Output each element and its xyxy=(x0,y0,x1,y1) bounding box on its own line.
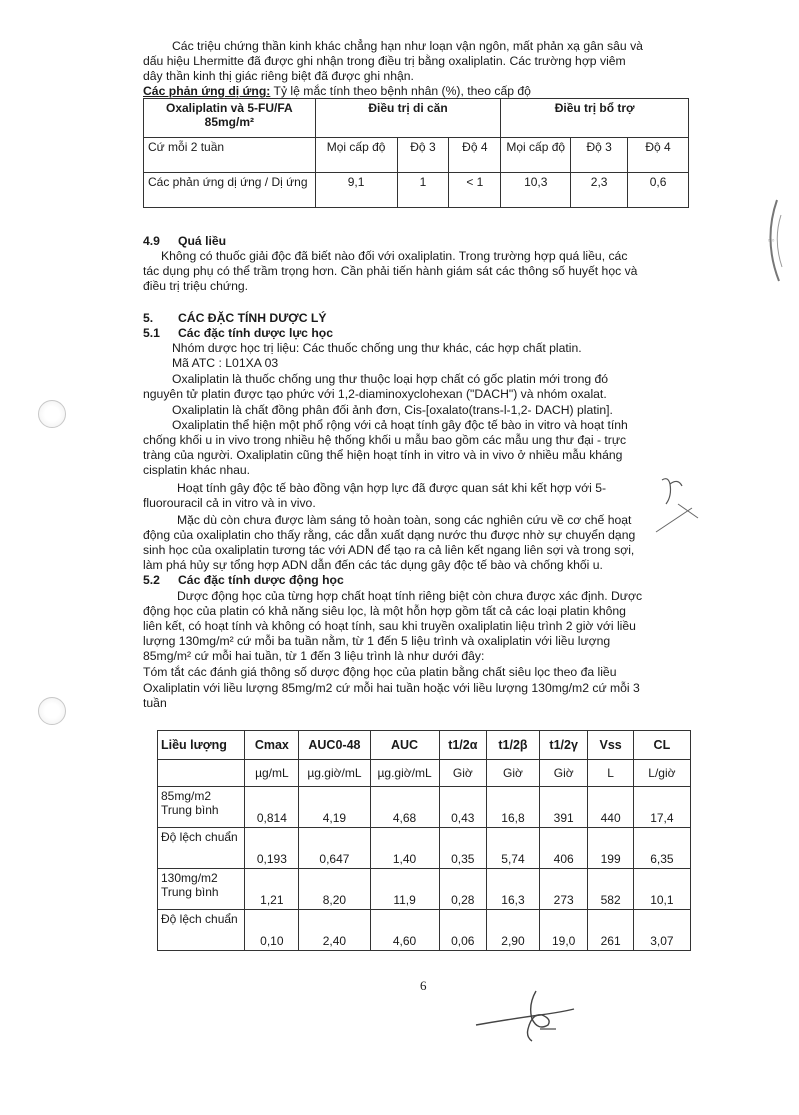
punch-hole-top xyxy=(38,400,66,428)
table-row xyxy=(158,828,691,869)
table2-value-cell: 0,193 xyxy=(245,828,299,869)
table2-header-cell: t1/2γ xyxy=(539,731,588,760)
table2-row-label: 85mg/m2 Trung bình xyxy=(158,787,245,828)
pharmacokinetics-table xyxy=(157,730,691,951)
section-title: Các đặc tính dược lực học xyxy=(178,326,333,340)
table2-value-cell: 17,4 xyxy=(633,787,690,828)
table2-header-cell: t1/2α xyxy=(439,731,486,760)
table2-value-cell: 261 xyxy=(588,910,633,951)
svg-text:◦◦: ◦◦ xyxy=(767,237,776,245)
table2-value-cell: 16,8 xyxy=(487,787,540,828)
table2-unit-cell: Giờ xyxy=(439,760,486,787)
paragraph-line: Nhóm dược học trị liệu: Các thuốc chống ung thư khác, các hợp chất platin. xyxy=(172,341,582,355)
table1-cell: Độ 4 xyxy=(628,138,689,173)
table2-value-cell: 3,07 xyxy=(633,910,690,951)
table2-value-cell: 0,10 xyxy=(245,910,299,951)
paragraph-line: Mã ATC : L01XA 03 xyxy=(172,356,279,370)
table2-unit-cell: L xyxy=(588,760,633,787)
table1-header-adjuvant: Điều trị bổ trợ xyxy=(501,99,689,138)
table2-value-cell: 440 xyxy=(588,787,633,828)
paragraph-line: fluorouracil cả in vitro và in vivo. xyxy=(143,496,316,510)
allergy-heading xyxy=(143,84,531,99)
table2-header-cell: Liều lượng xyxy=(158,731,245,760)
allergy-heading-text: Tỷ lệ mắc tính theo bệnh nhân (%), theo cấp độ xyxy=(270,84,531,98)
table1-header-drug: Oxaliplatin và 5-FU/FA 85mg/m² xyxy=(144,99,316,138)
table2-row-label: Độ lệch chuẩn xyxy=(158,828,245,869)
paragraph-line: tràng của người. Oxaliplatin cũng thể hiện hoạt tính in vitro và in vivo ở nhiều mẫu kháng xyxy=(143,448,623,462)
table1-cell: 0,6 xyxy=(628,173,689,208)
table1-cell: 2,3 xyxy=(571,173,628,208)
paragraph-line: Oxaliplatin là chất đồng phân đối ảnh đơn, Cis-[oxalato(trans-l-1,2- DACH) platin]. xyxy=(172,403,613,417)
paragraph-line: chống khối u in vivo trong nhiều hệ thống khối u mẫu bao gồm các mẫu ung thư đại - trực xyxy=(143,433,627,447)
table2-row-label: Độ lệch chuẩn xyxy=(158,910,245,951)
paragraph-line: động học của platin có khả năng siêu lọc, là một hỗn hợp gồm tất cả các loại platin không xyxy=(143,604,626,618)
table2-value-cell: 0,43 xyxy=(439,787,486,828)
paragraph-line: điều trị triệu chứng. xyxy=(143,279,249,293)
table2-unit-cell: Giờ xyxy=(487,760,540,787)
paragraph-line: dấu hiệu Lhermitte đã được ghi nhận trong điều trị bằng oxaliplatin. Các trường hợp viêm xyxy=(143,54,626,68)
section-title: Các đặc tính dược động học xyxy=(178,573,344,587)
table1-cell: 1 xyxy=(397,173,449,208)
paragraph-line: Oxaliplatin là thuốc chống ung thư thuộc loại hợp chất có gốc platin mới trong đó xyxy=(172,372,609,386)
paragraph-line: động của oxaliplatin cho thấy rằng, các dẫn xuất dạng nước thu được nhờ sự chuyển dạng xyxy=(143,528,636,542)
table2-value-cell: 406 xyxy=(539,828,588,869)
allergy-table xyxy=(143,98,689,208)
table2-row-label: 130mg/m2 Trung bình xyxy=(158,869,245,910)
paragraph-line: Oxaliplatin thể hiện một phổ rộng với cả hoạt tính gây độc tế bào in vitro và hoạt tính xyxy=(172,418,628,432)
table2-value-cell: 199 xyxy=(588,828,633,869)
table2-value-cell: 0,06 xyxy=(439,910,486,951)
paragraph-line: Dược động học của từng hợp chất hoạt tính riêng biệt còn chưa được xác định. Dược xyxy=(177,589,643,603)
paragraph-line: lượng 130mg/m² cứ mỗi ba tuần nằm, từ 1 đến 5 liệu trình và oxaliplatin với liều lượng xyxy=(143,634,611,648)
paragraph-line: nguyên tử platin được tạo phức với 1,2-diaminoxyclohexan ("DACH") và nhóm oxalat. xyxy=(143,387,607,401)
table1-cell: Cứ mỗi 2 tuần xyxy=(144,138,316,173)
handwritten-mark xyxy=(648,474,700,544)
table2-value-cell: 0,814 xyxy=(245,787,299,828)
section-title: CÁC ĐẶC TÍNH DƯỢC LÝ xyxy=(178,311,327,325)
table2-value-cell: 1,21 xyxy=(245,869,299,910)
allergy-heading-label: Các phản ứng dị ứng: xyxy=(143,84,271,98)
table2-header-cell: Cmax xyxy=(245,731,299,760)
table2-header-cell: t1/2β xyxy=(487,731,540,760)
table2-header-cell: AUC xyxy=(370,731,439,760)
paragraph-line: Oxaliplatin với liều lượng 85mg/m2 cứ mỗi hai tuần hoặc với liều lượng 130mg/m2 cứ mỗi 3 xyxy=(143,681,640,695)
paragraph-line: cisplatin khác nhau. xyxy=(143,463,251,477)
table2-header-cell: Vss xyxy=(588,731,633,760)
table1-cell: < 1 xyxy=(449,173,501,208)
table2-unit-cell: µg/mL xyxy=(245,760,299,787)
table2-value-cell: 19,0 xyxy=(539,910,588,951)
section-number: 5.2 xyxy=(143,573,160,587)
table2-unit-cell: µg.giờ/mL xyxy=(299,760,370,787)
table2-unit-cell: µg.giờ/mL xyxy=(370,760,439,787)
table2-unit-cell xyxy=(158,760,245,787)
table2-value-cell: 10,1 xyxy=(633,869,690,910)
table2-value-cell: 2,90 xyxy=(487,910,540,951)
table1-header-metastatic: Điều trị di căn xyxy=(315,99,501,138)
section-title: Quá liều xyxy=(178,234,227,248)
punch-hole-bottom xyxy=(38,697,66,725)
table2-unit-cell: Giờ xyxy=(539,760,588,787)
table2-value-cell: 5,74 xyxy=(487,828,540,869)
paragraph-line: Mặc dù còn chưa được làm sáng tỏ hoàn toàn, song các nghiên cứu về cơ chế hoạt xyxy=(177,513,632,527)
table2-value-cell: 0,647 xyxy=(299,828,370,869)
table2-header-cell: AUC0-48 xyxy=(299,731,370,760)
table1-cell: 9,1 xyxy=(315,173,397,208)
table2-value-cell: 1,40 xyxy=(370,828,439,869)
paragraph-line: tác dụng phụ có thể trầm trọng hơn. Cần phải tiến hành giám sát các thông số huyết học và xyxy=(143,264,638,278)
section-number: 4.9 xyxy=(143,234,160,248)
table2-value-cell: 273 xyxy=(539,869,588,910)
table2-value-cell: 8,20 xyxy=(299,869,370,910)
table2-value-cell: 0,28 xyxy=(439,869,486,910)
table2-value-cell: 0,35 xyxy=(439,828,486,869)
table2-header-cell: CL xyxy=(633,731,690,760)
table-row xyxy=(158,910,691,951)
table2-value-cell: 11,9 xyxy=(370,869,439,910)
table1-cell: Mọi cấp độ xyxy=(501,138,571,173)
paragraph-line: Không có thuốc giải độc đã biết nào đối với oxaliplatin. Trong trường hợp quá liều, các xyxy=(161,249,628,263)
table2-unit-cell: L/giờ xyxy=(633,760,690,787)
paragraph-line: làm phá hủy sự tổng hợp ADN dẫn đến các tác dụng gây độc tế bào và chống khối u. xyxy=(143,558,603,572)
paragraph-line: Các triệu chứng thần kinh khác chẳng hạn như loạn vận ngôn, mất phản xạ gân sâu và xyxy=(172,39,643,53)
paragraph-line: dây thần kinh thị giác riêng biệt đã được ghi nhận. xyxy=(143,69,414,83)
table1-cell: Độ 3 xyxy=(397,138,449,173)
table-row xyxy=(158,869,691,910)
paragraph-line: tuần xyxy=(143,696,167,710)
table2-value-cell: 2,40 xyxy=(299,910,370,951)
table1-cell: 10,3 xyxy=(501,173,571,208)
section-number: 5.1 xyxy=(143,326,160,340)
table-row xyxy=(158,787,691,828)
paragraph-line: liên kết, có hoạt tính và không có hoạt tính, sau khi truyền oxaliplatin liệu trình 2 giờ với liều xyxy=(143,619,636,633)
table2-value-cell: 4,60 xyxy=(370,910,439,951)
table2-value-cell: 582 xyxy=(588,869,633,910)
paragraph-line: sinh học của oxaliplatin tương tác với ADN để tạo ra cả liên kết ngang liên sợi và trong sợi, xyxy=(143,543,635,557)
table2-value-cell: 16,3 xyxy=(487,869,540,910)
table2-value-cell: 391 xyxy=(539,787,588,828)
table1-cell: Các phản ứng dị ứng / Dị ứng xyxy=(144,173,316,208)
table1-cell: Mọi cấp độ xyxy=(315,138,397,173)
paragraph-line: Tóm tắt các đánh giá thông số dược động học của platin bằng chất siêu lọc theo đa liều xyxy=(143,665,617,679)
table2-value-cell: 4,68 xyxy=(370,787,439,828)
section-number: 5. xyxy=(143,311,154,325)
table1-cell: Độ 4 xyxy=(449,138,501,173)
stamp-edge-mark xyxy=(755,195,785,285)
page-number: 6 xyxy=(420,978,427,993)
table2-value-cell: 6,35 xyxy=(633,828,690,869)
paragraph-line: Hoạt tính gây độc tế bào đồng vận hợp lực đã được quan sát khi kết hợp với 5- xyxy=(177,481,607,495)
table1-cell: Độ 3 xyxy=(571,138,628,173)
paragraph-line: 85mg/m² cứ mỗi hai tuần, từ 1 đến 3 liệu trình là như dưới đây: xyxy=(143,649,485,663)
signature xyxy=(470,985,580,1045)
table2-value-cell: 4,19 xyxy=(299,787,370,828)
